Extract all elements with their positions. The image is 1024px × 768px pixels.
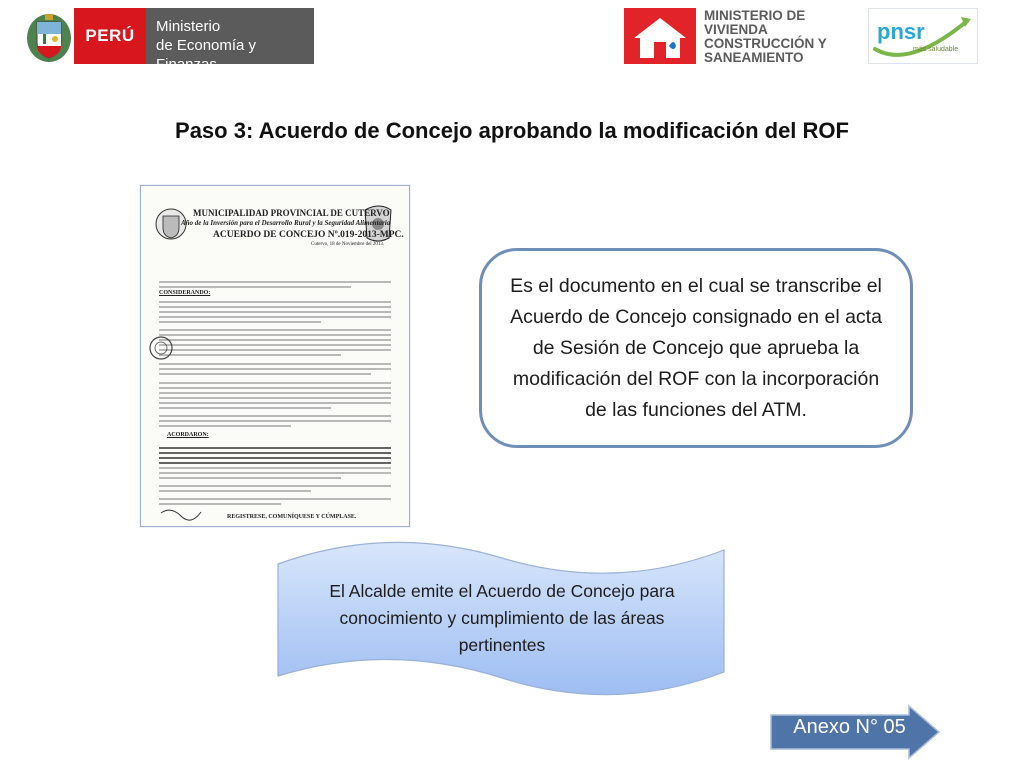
banner-text: El Alcalde emite el Acuerdo de Concejo para conocimiento y cumplimiento de las áreas pertinentes: [329, 581, 675, 655]
vivienda-line-2: VIVIENDA: [704, 22, 768, 37]
document-section-acordaron: ACORDARON:: [167, 432, 209, 438]
document-heading-1: MUNICIPALIDAD PROVINCIAL DE CUTERVO: [193, 208, 390, 218]
mef-line-2: de Economía y Finanzas: [156, 37, 257, 73]
explanation-callout: [479, 248, 913, 448]
pnsr-logo: [868, 8, 978, 64]
vivienda-line-3: CONSTRUCCIÓN Y: [704, 36, 827, 51]
peru-coat-of-arms-icon: [24, 8, 74, 64]
annex-label[interactable]: Anexo N° 05: [793, 716, 906, 738]
mef-label: [146, 8, 314, 73]
scanned-document: [140, 185, 410, 527]
pnsr-mark-icon: [869, 9, 977, 63]
callout-text: Es el documento en el cual se transcribe el Acuerdo de Concejo consignado en el acta de Sesión de Concejo que aprueba la modificación del ROF con la incorporación de las funciones del ATM.: [510, 274, 882, 421]
vivienda-text: [696, 8, 860, 64]
mef-line-1: Ministerio: [156, 18, 221, 35]
peru-label: PERÚ: [74, 8, 146, 64]
document-heading-3: ACUERDO DE CONCEJO Nº.019-2013-MPC.: [213, 230, 404, 240]
pnsr-tagline: más saludable: [913, 46, 959, 53]
document-section-considerando: CONSIDERANDO:: [159, 290, 211, 296]
slide-title: Paso 3: Acuerdo de Concejo aprobando la modificación del ROF: [175, 118, 849, 143]
vivienda-house-icon: [624, 8, 696, 64]
vivienda-logo: [624, 8, 860, 64]
document-body-lines: [159, 282, 391, 426]
document-date: Cutervo, 18 de Noviembre del 2013.: [311, 242, 385, 247]
vivienda-line-4: SANEAMIENTO: [704, 50, 804, 65]
peru-mef-logo: [24, 8, 314, 73]
document-heading-2: Año de la Inversión para el Desarrollo Rural y la Seguridad Alimentaria: [181, 219, 391, 227]
document-closing: REGISTRESE, COMUNÍQUESE Y CÚMPLASE.: [227, 514, 357, 520]
document-bold-lines: [159, 448, 391, 463]
pnsr-label: pnsr: [877, 19, 925, 44]
document-signature-icon: [161, 510, 201, 520]
vivienda-line-1: MINISTERIO DE: [704, 8, 806, 23]
